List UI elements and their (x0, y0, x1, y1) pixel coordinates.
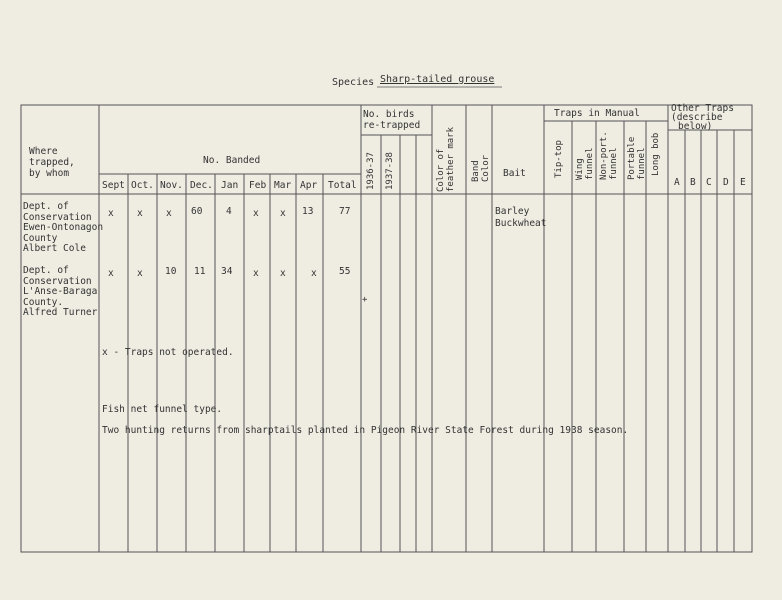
month-header-dec: Dec. (190, 180, 213, 191)
month-header-mar: Mar (274, 180, 292, 191)
trap-wing-funnel: Wing funnel (575, 147, 595, 180)
fish-net-note: Fish net funnel type. (102, 404, 223, 415)
species-value: Sharp-tailed grouse (380, 74, 495, 85)
row-1-nov: x (166, 208, 172, 219)
species-label: Species (332, 77, 375, 88)
legend-note: x - Traps not operated. (102, 347, 234, 358)
bait-header: Bait (503, 168, 526, 179)
feather-color-header: Color of feather mark (436, 126, 456, 192)
row-2-mar: x (280, 268, 286, 279)
month-header-nov: Nov. (160, 180, 183, 191)
row-1-bait: Barley Buckwheat (495, 206, 547, 229)
month-header-feb: Feb (249, 180, 267, 191)
traps-in-manual-header: Traps in Manual (554, 108, 640, 119)
month-header-sept: Sept (102, 180, 125, 191)
where-trapped-header: Where trapped, by whom (29, 146, 75, 179)
row-2-sept: x (108, 268, 114, 279)
row-2-nov: 10 (165, 266, 177, 277)
no-banded-header: No. Banded (203, 155, 261, 166)
other-traps-header: Other Traps (describe below) (671, 103, 734, 132)
hunting-returns-note: Two hunting returns from sharptails planted in Pigeon River State Forest during 1938 season. (102, 425, 629, 436)
row-2-oct: x (137, 268, 143, 279)
row-1-jan: 4 (226, 206, 232, 217)
row-2-dec: 11 (194, 266, 206, 277)
month-header-jan: Jan (221, 180, 239, 191)
trap-non-port-funnel: Non-port. funnel (599, 131, 619, 180)
row-2-total: 55 (339, 266, 351, 277)
table-row-1-where: Dept. of Conservation Ewen-Ontonagon County Albert Cole (23, 201, 104, 254)
other-trap-d: D (723, 177, 729, 188)
trap-tip-top: Tip-top (554, 140, 564, 178)
row-1-feb: x (253, 208, 259, 219)
other-trap-c: C (706, 177, 712, 188)
trap-long-bob: Long bob (651, 132, 661, 176)
other-trap-a: A (674, 177, 680, 188)
row-2-apr: x (311, 268, 317, 279)
row-1-mar: x (280, 208, 286, 219)
retrapped-header: No. birds re-trapped (363, 109, 421, 131)
table-row-2-where: Dept. of Conservation L'Anse-Baraga County. Alfred Turner (23, 265, 98, 318)
retrap-year-1937-38: 1937-38 (385, 152, 395, 190)
trap-portable-funnel: Portable funnel (627, 136, 647, 180)
retrap-year-1936-37: 1936-37 (366, 152, 376, 190)
row-1-oct: x (137, 208, 143, 219)
band-color-header: Band Color (471, 154, 491, 182)
other-trap-b: B (690, 177, 696, 188)
row-1-apr: 13 (302, 206, 314, 217)
month-header-total: Total (328, 180, 357, 191)
row-1-dec: 60 (191, 206, 203, 217)
month-header-apr: Apr (300, 180, 318, 191)
row-2-feb: x (253, 268, 259, 279)
row-1-total: 77 (339, 206, 351, 217)
month-header-oct: Oct. (131, 180, 154, 191)
stray-mark: + (362, 295, 368, 305)
other-trap-e: E (740, 177, 746, 188)
row-1-sept: x (108, 208, 114, 219)
row-2-jan: 34 (221, 266, 233, 277)
